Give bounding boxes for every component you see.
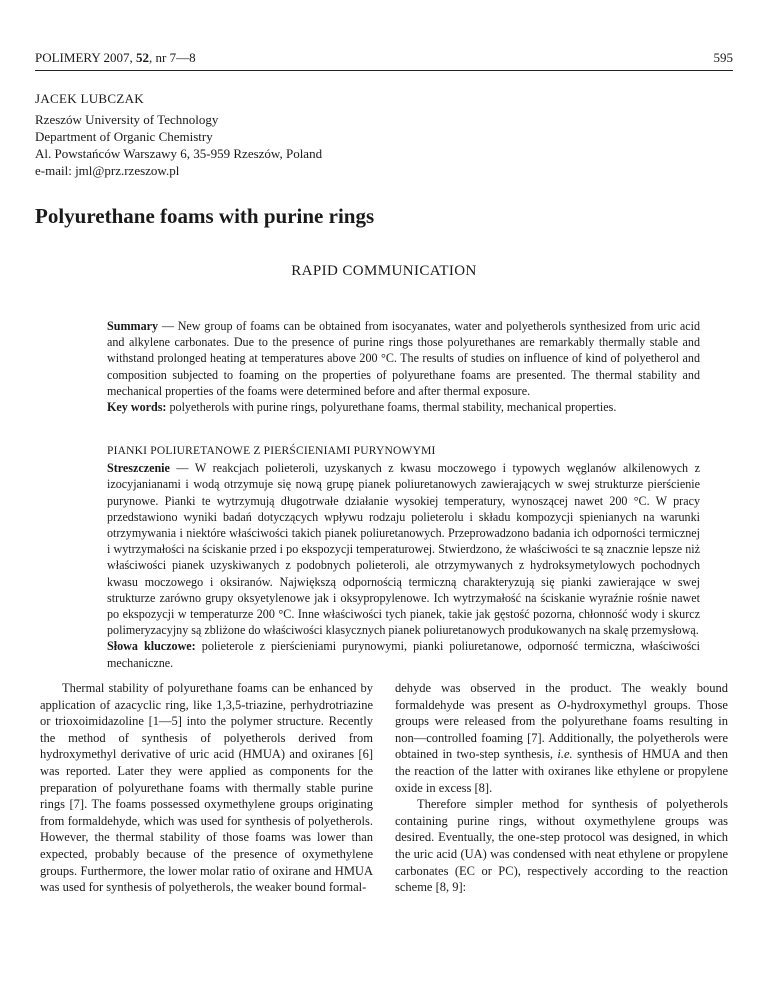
page-number: 595 bbox=[713, 50, 733, 65]
body-column-left bbox=[40, 680, 373, 896]
streszczenie-paragraph: Streszczenie — W reakcjach polieteroli, uzyskanych z kwasu moczowego i typowych węglanów alkilenowych z izocyjanianami i wodą otrzymuje się nową grupę pianek poliuretanowych zawierających w swej strukturze pierścienie purynowe. Pianki te wytrzymują długotrwałe działanie wysokiej temperatury, wynoszącej nawet 200 °C. W pracy przedstawiono wyniki badań dotyczących wpływu rodzaju polieterolu i składu kompozycji spienianych na warunki otrzymywania i niektóre właściwości takich pianek poliuretanowych. Przeprowadzono badania ich odporności termicznej i wytrzymałości na ściskanie przed i po ekspozycji temperaturowej. Stwierdzono, że właściwości te są znacznie lepsze niż właściwości pianek uzyskiwanych z podobnych polieteroli, ale otrzymywanych z hydroksymetylowych pochodnych kwasu moczowego i oksiranów. Największą odpornością termiczną charakteryzują się pianki zawierające w swej strukturze zarówno grupy oksyetylenowe jak i oksypropylenowe. Ich wytrzymałość na ściskanie wyraźnie rośnie nawet po ekspozycji w temperaturze 200 °C. Inne właściwości tych pianek, takie jak gęstość pozorna, chłonność wody i skurcz polimeryzacyjny są zbliżone do właściwości klasycznych pianek poliuretanowych produkowanych na skalę przemysłową. bbox=[107, 461, 700, 638]
polish-title: PIANKI POLIURETANOWE Z PIERŚCIENIAMI PURYNOWYMI bbox=[107, 445, 436, 457]
affiliation-line: Department of Organic Chemistry bbox=[35, 129, 213, 144]
author-block bbox=[35, 90, 322, 179]
author-name: JACEK LUBCZAK bbox=[35, 91, 144, 106]
section-label: RAPID COMMUNICATION bbox=[291, 263, 477, 279]
summary-paragraph: Summary — New group of foams can be obtained from isocyanates, water and polyetherols synthesized from uric acid and alkylene carbonates. Due to the presence of purine rings those polyurethanes are remarkably thermally stable and withstand prolonged heating at temperatures above 200 °C. The results of studies on influence of kind of polyetherol and composition subjected to foaming on the properties of polyurethane foams are presented. The thermal stability and mechanical properties of the foams were determined before and after thermal exposure. bbox=[107, 319, 700, 398]
abstract-english bbox=[107, 318, 700, 415]
polish-keywords-paragraph: Słowa kluczowe: polieterole z pierścieniami purynowymi, pianki poliuretanowe, odporność termiczna, właściwości mechaniczne. bbox=[107, 639, 701, 670]
running-header bbox=[35, 50, 733, 70]
summary-label: Summary bbox=[107, 319, 159, 333]
body-paragraph: Thermal stability of polyurethane foams can be enhanced by application of azacyclic ring, like 1,3,5-triazine, perhydrotriazine or trioxoimidazoline [1—5] into the polymer structure. Recently the method of synthesis of polyetherols derived from hydroxymethyl derivative of uric acid (HMUA) and oxiranes [6] was reported. Later they were applied as components for the preparation of polyurethane foams with thermally stable purine rings [7]. The foams possessed oxymethylene groups originating from formaldehyde, which was used for synthesis of polyetherols. However, the thermal stability of those foams was lower than expected, probably because of the presence of oxymethylene groups. Furthermore, the lower molar ratio of oxirane and HMUA was used for synthesis of polyetherols, the weaker bound formal- bbox=[40, 681, 373, 895]
journal-citation: POLIMERY 2007, 52, nr 7—8 bbox=[35, 50, 196, 65]
body-paragraph: dehyde was observed in the product. The weakly bound formaldehyde was present as O-hydroxymethyl groups. Those groups were released from the polyurethane foams resulting in non—controlled foaming [7]. Additionally, the polyetherols were obtained in two-step synthesis, i.e. synthesis of HMUA and then the reaction of the latter with oxiranes like ethylene or propylene oxide in excess [8]. bbox=[395, 681, 729, 795]
polish-keywords-label: Słowa kluczowe: bbox=[107, 639, 196, 654]
journal-volume: 52 bbox=[136, 50, 149, 65]
paper-title: Polyurethane foams with purine rings bbox=[35, 204, 375, 228]
keywords-label: Key words: bbox=[107, 400, 167, 415]
affiliation-line: Al. Powstańców Warszawy 6, 35-959 Rzeszów, Poland bbox=[35, 146, 323, 161]
header-divider bbox=[35, 70, 733, 71]
author-email: e-mail: jml@prz.rzeszow.pl bbox=[35, 163, 180, 178]
affiliation-line: Rzeszów University of Technology bbox=[35, 112, 219, 127]
abstract-polish bbox=[107, 443, 700, 671]
keywords-paragraph: Key words: polyetherols with purine rings, polyurethane foams, thermal stability, mechanical properties. bbox=[107, 400, 617, 415]
streszczenie-label: Streszczenie bbox=[107, 461, 170, 476]
body-paragraph: Therefore simpler method for synthesis of polyetherols containing purine rings, without oxymethylene groups was desired. Eventually, the one-step protocol was designed, in which the uric acid (UA) was condensed with neat ethylene or propylene carbonates (EC or PC), respectively according to the reaction scheme [8, 9]: bbox=[395, 797, 728, 895]
body-column-right bbox=[395, 680, 728, 896]
